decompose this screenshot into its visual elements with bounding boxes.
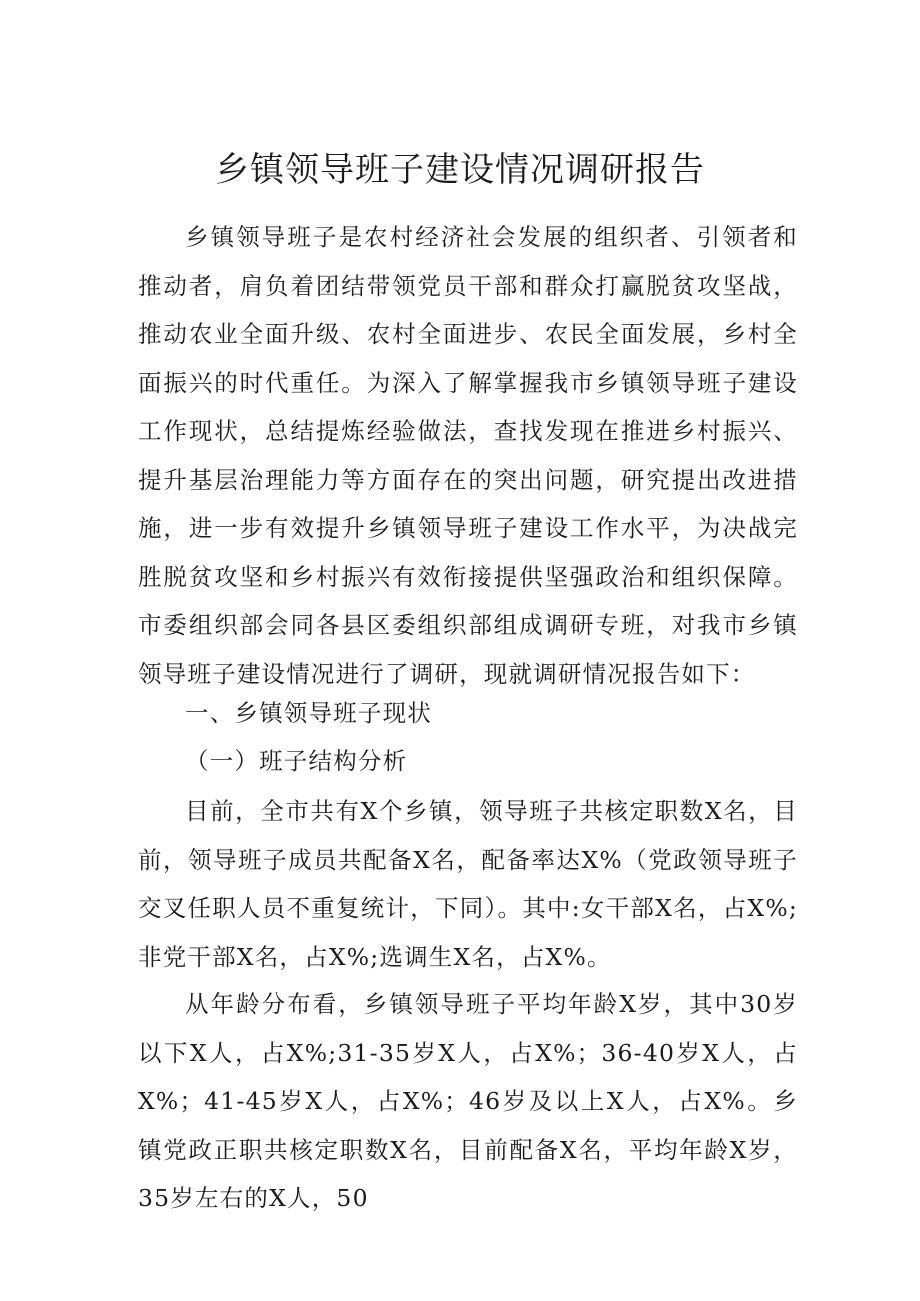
- intro-paragraph: 乡镇领导班子是农村经济社会发展的组织者、引领者和推动者，肩负着团结带领党员干部和群众打赢脱贫攻坚战，推动农业全面升级、农村全面进步、农民全面发展，乡村全面振兴的时代重任。为深入了解掌握我市乡镇领导班子建设工作现状，总结提炼经验做法，查找发现在推进乡村振兴、提升基层治理能力等方面存在的突出问题，研究提出改进措施，进一步有效提升乡镇领导班子建设工作水平，为决战完胜脱贫攻坚和乡村振兴有效衔接提供坚强政治和组织保障。市委组织部会同各县区委组织部组成调研专班，对我市乡镇领导班子建设情况进行了调研，现就调研情况报告如下：: [138, 223, 798, 688]
- subsection-heading: （一）班子结构分析: [185, 747, 408, 775]
- section-heading: 一、乡镇领导班子现状: [185, 699, 432, 727]
- age-paragraph: 从年龄分布看，乡镇领导班子平均年龄X岁，其中30岁以下X人，占X%;31-35岁X人，占X%；36-40岁X人，占X%；41-45岁X人，占X%；46岁及以上X人，占X%。乡镇党政正职共核定职数X名，目前配备X名，平均年龄X岁，35岁左右的X人，50: [138, 990, 798, 1212]
- structure-paragraph: 目前，全市共有X个乡镇，领导班子共核定职数X名，目前，领导班子成员共配备X名，配备率达X%（党政领导班子交叉任职人员不重复统计，下同）。其中:女干部X名，占X%;非党干部X名，占X%;选调生X名，占X%。: [138, 797, 798, 971]
- document-title: 乡镇领导班子建设情况调研报告: [215, 150, 705, 190]
